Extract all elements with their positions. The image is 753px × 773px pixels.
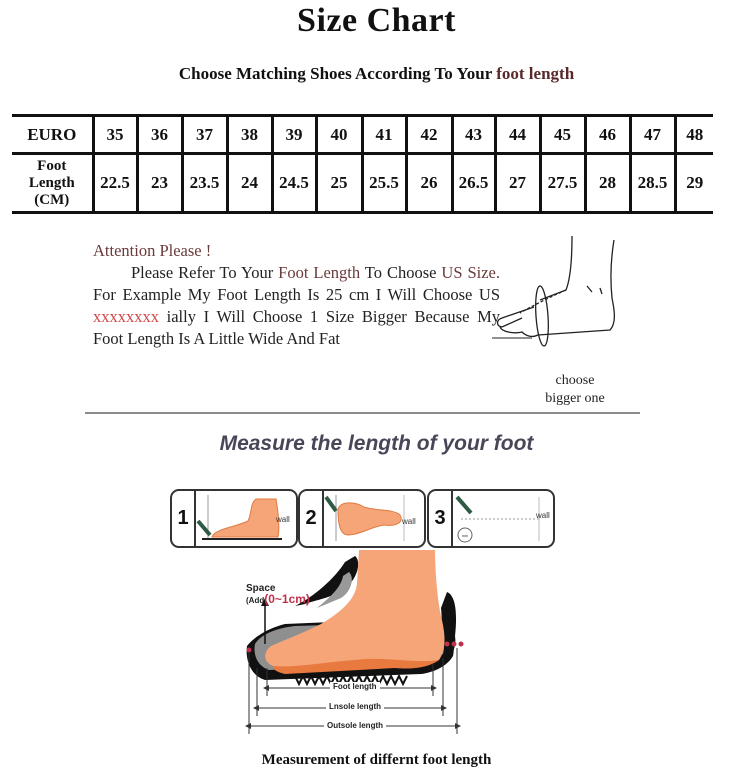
wall-label: wall — [536, 511, 550, 520]
section-divider — [85, 412, 640, 414]
euro-label: EURO — [12, 116, 93, 154]
space-add: (Add — [246, 596, 265, 605]
subtitle-text: Choose Matching Shoes According To Your — [178, 64, 497, 83]
attention-text: To Choose — [360, 263, 442, 282]
caption-line: bigger one — [545, 391, 605, 406]
foot-length-value: 23 — [137, 154, 182, 213]
foot-length-value: 26 — [406, 154, 452, 213]
step-3-panel — [427, 489, 555, 548]
outsole-length-label: Outsole length — [324, 721, 386, 730]
euro-size: 40 — [316, 116, 362, 154]
insole-length-label: Lnsole length — [326, 702, 384, 711]
subtitle-highlight: foot length — [496, 64, 575, 83]
choose-bigger-caption — [530, 372, 620, 408]
space-label: Space — [246, 583, 276, 594]
foot-length-value: 29 — [675, 154, 713, 213]
label-line: Length — [28, 174, 75, 191]
page-title: Size Chart — [297, 2, 456, 39]
foot-length-value: 27.5 — [540, 154, 585, 213]
euro-size: 42 — [406, 116, 452, 154]
euro-size: 43 — [452, 116, 495, 154]
attention-text: ially I Will Choose 1 Size Bigger Because My Foot Length Is A Little Wide And Fat — [93, 307, 500, 348]
shoe-cross-section-diagram — [225, 548, 485, 743]
euro-size: 39 — [272, 116, 316, 154]
wall-label: wall — [276, 515, 290, 524]
step-1-panel — [170, 489, 298, 548]
attention-highlight: Foot Length — [278, 263, 361, 282]
svg-text:mm: mm — [461, 533, 469, 538]
foot-length-value: 27 — [495, 154, 540, 213]
euro-size: 36 — [137, 116, 182, 154]
euro-size: 47 — [630, 116, 675, 154]
foot-length-value: 24.5 — [272, 154, 316, 213]
space-range: (0~1cm) — [264, 592, 310, 606]
step-number: 3 — [429, 491, 453, 546]
attention-redacted: xxxxxxxx — [93, 307, 159, 326]
attention-body — [93, 262, 500, 350]
size-table — [12, 114, 713, 214]
label-line: Foot — [37, 157, 67, 174]
attention-highlight: US Size. — [441, 263, 500, 282]
foot-length-value: 22.5 — [93, 154, 137, 213]
foot-sketch-illustration — [492, 228, 622, 368]
attention-heading: Attention Please ! — [93, 241, 212, 260]
diagram-caption: Measurement of differnt foot length — [261, 752, 492, 768]
euro-size: 35 — [93, 116, 137, 154]
foot-length-label: Foot length — [330, 682, 380, 691]
euro-size: 45 — [540, 116, 585, 154]
label-line: (CM) — [34, 191, 70, 208]
attention-text: Please Refer To Your — [131, 263, 279, 282]
euro-size: 37 — [182, 116, 227, 154]
foot-length-value: 26.5 — [452, 154, 495, 213]
step-number: 1 — [172, 491, 196, 546]
euro-size: 46 — [585, 116, 630, 154]
foot-length-row — [12, 154, 713, 213]
foot-length-value: 25.5 — [362, 154, 406, 213]
measure-title: Measure the length of your foot — [219, 432, 534, 455]
wall-label: wall — [402, 517, 416, 526]
step-2-panel — [298, 489, 426, 548]
step-number: 2 — [300, 491, 324, 546]
subtitle — [0, 64, 753, 84]
euro-size: 41 — [362, 116, 406, 154]
foot-length-value: 28.5 — [630, 154, 675, 213]
attention-text: For Example My Foot Length Is 25 cm I Will Choose US — [93, 285, 500, 304]
foot-length-value: 25 — [316, 154, 362, 213]
euro-size: 48 — [675, 116, 713, 154]
euro-size: 38 — [227, 116, 272, 154]
foot-length-label — [12, 154, 93, 213]
attention-note — [93, 240, 500, 350]
caption-line: choose — [555, 373, 595, 388]
foot-length-value: 24 — [227, 154, 272, 213]
euro-size: 44 — [495, 116, 540, 154]
space-allowance-label — [246, 583, 310, 606]
foot-length-value: 23.5 — [182, 154, 227, 213]
euro-row — [12, 116, 713, 154]
foot-length-value: 28 — [585, 154, 630, 213]
